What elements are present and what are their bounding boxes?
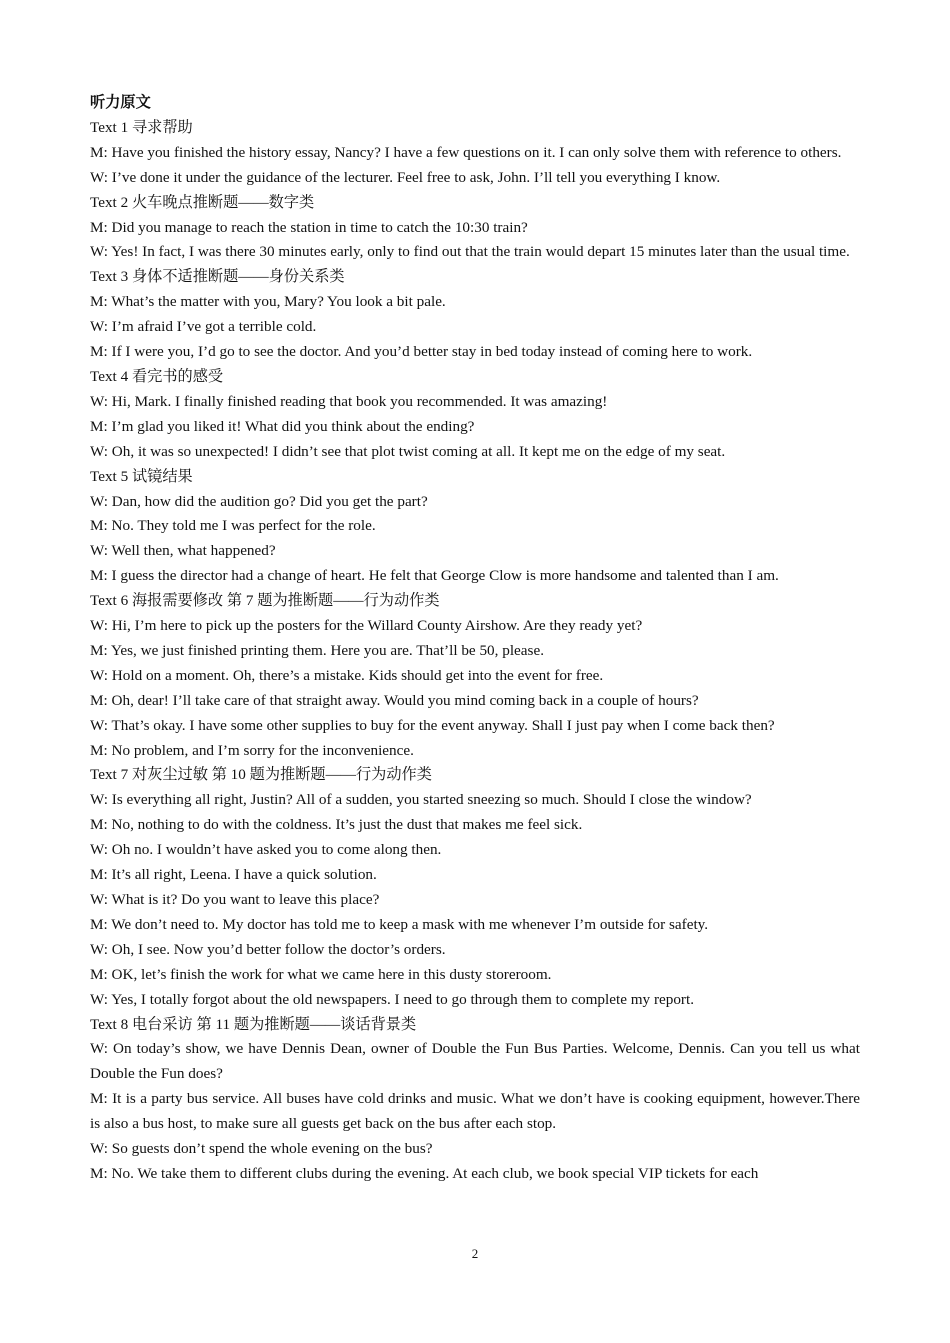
- dialogue-line: M: No. We take them to different clubs during the evening. At each club, we book special VIP tickets for each: [90, 1164, 759, 1182]
- dialogue-line: M: If I were you, I’d go to see the doctor. And you’d better stay in bed today instead of coming here to work.: [90, 343, 753, 361]
- dialogue-line: M: Oh, dear! I’ll take care of that straight away. Would you mind coming back in a couple of hours?: [90, 691, 699, 709]
- dialogue-line: W: Hi, Mark. I finally finished reading that book you recommended. It was amazing!: [90, 392, 608, 410]
- document-body: [90, 91, 860, 1187]
- dialogue-line: W: On today’s show, we have Dennis Dean, owner of Double the Fun Bus Parties. Welcome, Dennis. Can you tell us what Double the Fun does?: [90, 1040, 860, 1083]
- dialogue-line: W: I’ve done it under the guidance of the lecturer. Feel free to ask, John. I’ll tell you everything I know.: [90, 168, 721, 186]
- section-title: Text 1 寻求帮助: [90, 118, 193, 136]
- section-title: Text 8 电台采访 第 11 题为推断题——谈话背景类: [90, 1015, 417, 1033]
- dialogue-line: W: Oh no. I wouldn’t have asked you to come along then.: [90, 841, 442, 859]
- page-number: 2: [471, 1246, 479, 1261]
- dialogue-line: W: Hi, I’m here to pick up the posters for the Willard County Airshow. Are they ready yet?: [90, 617, 643, 635]
- dialogue-line: W: So guests don’t spend the whole evening on the bus?: [90, 1140, 433, 1158]
- section-title: Text 2 火车晚点推断题——数字类: [90, 193, 315, 211]
- dialogue-line: W: I’m afraid I’ve got a terrible cold.: [90, 318, 317, 336]
- section-title: Text 5 试镜结果: [90, 467, 193, 485]
- dialogue-line: M: I guess the director had a change of heart. He felt that George Clow is more handsome and talented than I am.: [90, 567, 779, 585]
- dialogue-line: M: No. They told me I was perfect for the role.: [90, 517, 376, 535]
- dialogue-line: W: Dan, how did the audition go? Did you get the part?: [90, 492, 428, 510]
- dialogue-line: W: What is it? Do you want to leave this place?: [90, 891, 380, 908]
- dialogue-line: M: I’m glad you liked it! What did you think about the ending?: [90, 417, 475, 435]
- dialogue-line: M: Have you finished the history essay, Nancy? I have a few questions on it. I can only solve them with reference to others.: [90, 143, 842, 161]
- section-title: Text 3 身体不适推断题——身份关系类: [90, 268, 345, 286]
- section-title: Text 7 对灰尘过敏 第 10 题为推断题——行为动作类: [90, 766, 432, 784]
- dialogue-line: M: It’s all right, Leena. I have a quick solution.: [90, 866, 377, 884]
- dialogue-line: W: Well then, what happened?: [90, 542, 276, 560]
- document-heading: 听力原文: [90, 94, 151, 111]
- dialogue-line: W: Yes, I totally forgot about the old newspapers. I need to go through them to complete my report.: [90, 990, 695, 1008]
- dialogue-line: M: What’s the matter with you, Mary? You look a bit pale.: [90, 293, 446, 311]
- dialogue-line: W: Oh, it was so unexpected! I didn’t see that plot twist coming at all. It kept me on the edge of my seat.: [90, 442, 726, 460]
- dialogue-line: M: Yes, we just finished printing them. Here you are. That’ll be 50, please.: [90, 641, 544, 659]
- dialogue-line: M: It is a party bus service. All buses have cold drinks and music. What we don’t have is cooking equipment, however.There is also a bus host, to make sure all guests get back on the bus after each stop.: [90, 1090, 860, 1133]
- dialogue-line: W: Yes! In fact, I was there 30 minutes early, only to find out that the train would depart 15 minutes later than the usual time.: [90, 243, 850, 261]
- dialogue-line: M: No, nothing to do with the coldness. It’s just the dust that makes me feel sick.: [90, 816, 583, 834]
- dialogue-line: M: No problem, and I’m sorry for the inconvenience.: [90, 741, 414, 759]
- transcript-lines: [90, 116, 860, 1187]
- dialogue-line: M: We don’t need to. My doctor has told me to keep a mask with me whenever I’m outside for safety.: [90, 915, 709, 933]
- dialogue-line: M: OK, let’s finish the work for what we came here in this dusty storeroom.: [90, 965, 552, 983]
- dialogue-line: W: Is everything all right, Justin? All of a sudden, you started sneezing so much. Should I close the window?: [90, 791, 752, 809]
- dialogue-line: W: Oh, I see. Now you’d better follow the doctor’s orders.: [90, 940, 446, 958]
- section-title: Text 4 看完书的感受: [90, 367, 224, 385]
- section-title: Text 6 海报需要修改 第 7 题为推断题——行为动作类: [90, 592, 440, 610]
- dialogue-line: M: Did you manage to reach the station in time to catch the 10:30 train?: [90, 218, 528, 236]
- dialogue-line: W: Hold on a moment. Oh, there’s a mistake. Kids should get into the event for free.: [90, 666, 604, 684]
- dialogue-line: W: That’s okay. I have some other supplies to buy for the event anyway. Shall I just pay when I come back then?: [90, 716, 775, 734]
